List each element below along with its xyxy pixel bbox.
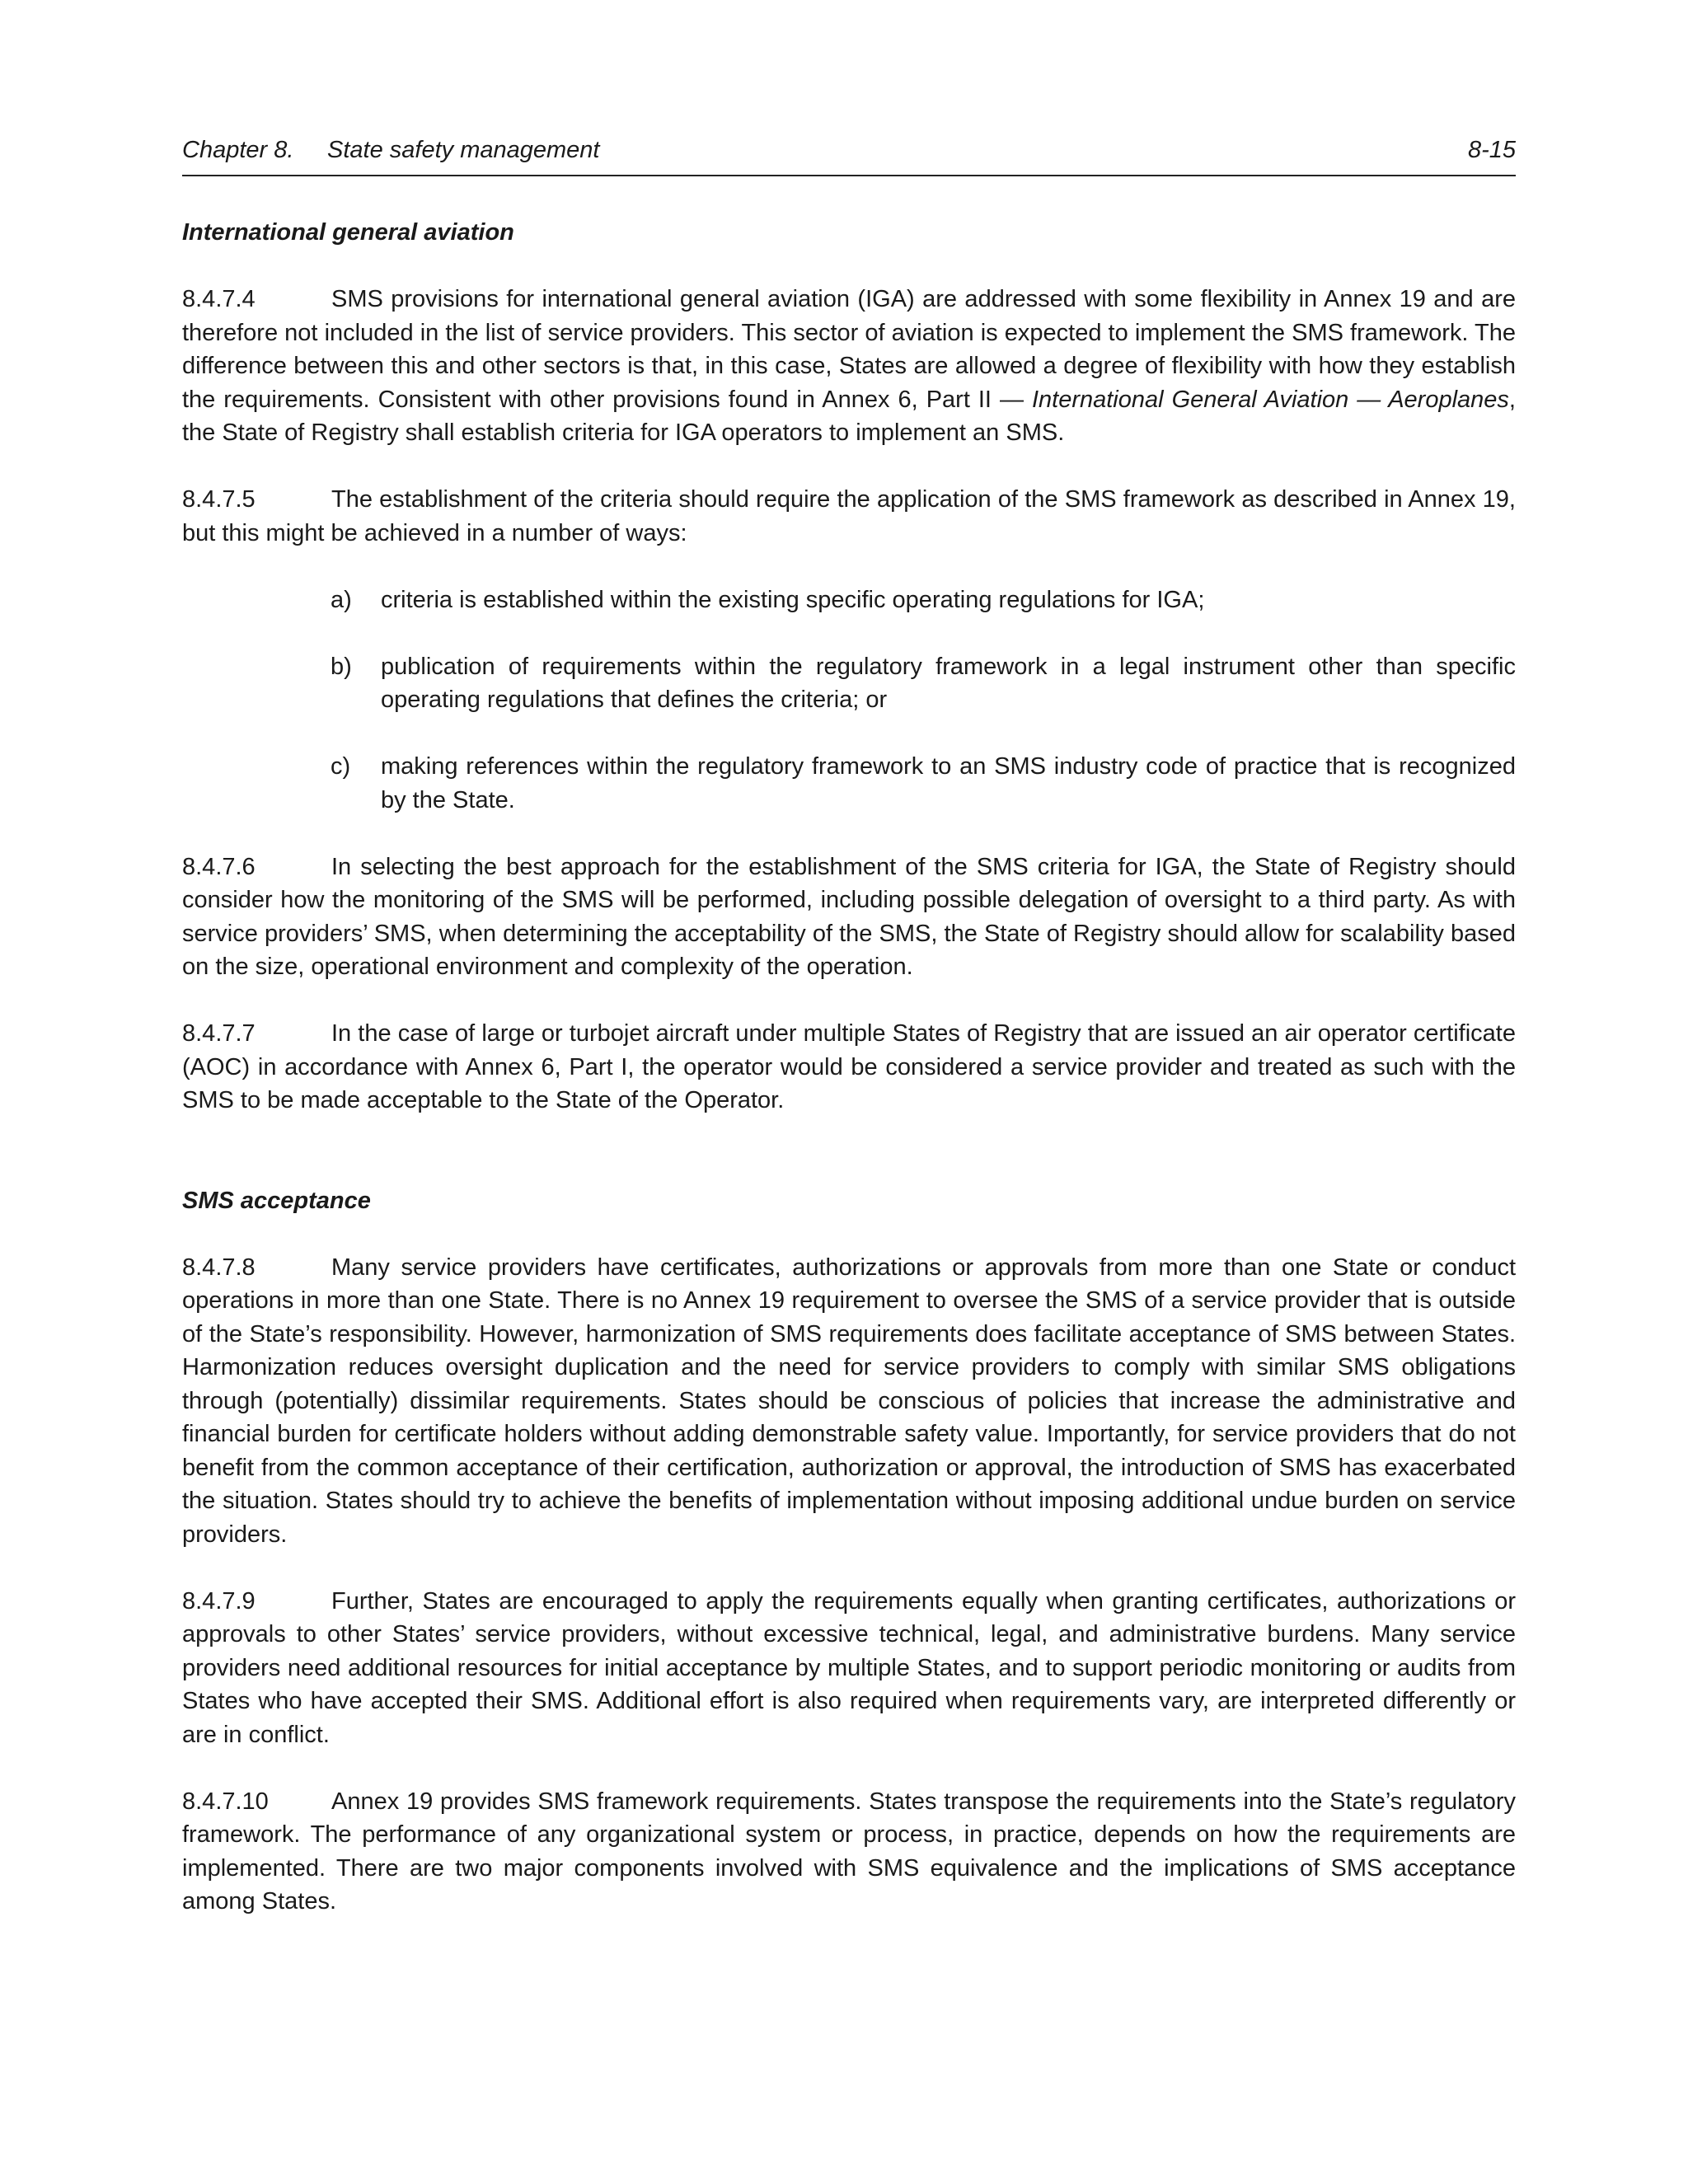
list-item bbox=[331, 650, 1516, 717]
paragraph-text: The establishment of the criteria should require the application of the SMS framework as described in Annex 19, but this might be achieved in a number of ways: bbox=[182, 486, 1516, 546]
document-body bbox=[182, 216, 1516, 1919]
chapter-title: State safety management bbox=[327, 137, 600, 163]
chapter-number: Chapter 8. bbox=[182, 137, 294, 163]
paragraph-text-italic: International General Aviation — Aeroplanes bbox=[1031, 386, 1509, 413]
paragraph-8-4-7-9 bbox=[182, 1585, 1516, 1752]
paragraph-number: 8.4.7.6 bbox=[182, 853, 256, 880]
paragraph-8-4-7-7 bbox=[182, 1017, 1516, 1118]
paragraph-number: 8.4.7.10 bbox=[182, 1788, 269, 1815]
paragraph-text: Further, States are encouraged to apply the requirements equally when granting certificates, authorizations or approvals to other States’ service providers, without excessive technical, legal, and administrative burdens. Many service providers need additional resources for initial acceptance by multiple States, and to support periodic monitoring or audits from States who have accepted their SMS. Additional effort is also required when requirements vary, are interpreted differently or are in conflict. bbox=[182, 1587, 1516, 1748]
paragraph-8-4-7-8 bbox=[182, 1251, 1516, 1552]
list-item-text: making references within the regulatory framework to an SMS industry code of practice that is recognized by the State. bbox=[381, 753, 1516, 813]
document-page bbox=[182, 0, 1516, 2184]
paragraph-text: Many service providers have certificates, authorizations or approvals from more than one State or conduct operations in more than one State. There is no Annex 19 requirement to oversee the SMS of a service provider that is outside of the State’s responsibility. However, harmonization of SMS requirements does facilitate acceptance of SMS between States. Harmonization reduces oversight duplication and the need for service providers to comply with similar SMS obligations through (potentially) dissimilar requirements. States should be conscious of policies that increase the administrative and financial burden for certificate holders without adding demonstrable safety value. Importantly, for service providers that do not benefit from the common acceptance of their certification, authorization or approval, the introduction of SMS has exacerbated the situation. States should try to achieve the benefits of implementation without imposing additional undue burden on service providers. bbox=[182, 1254, 1516, 1548]
paragraph-number: 8.4.7.7 bbox=[182, 1020, 256, 1047]
criteria-list bbox=[182, 583, 1516, 818]
paragraph-number: 8.4.7.4 bbox=[182, 286, 256, 312]
paragraph-8-4-7-5 bbox=[182, 483, 1516, 550]
paragraph-number: 8.4.7.5 bbox=[182, 486, 256, 513]
paragraph-text: In the case of large or turbojet aircraft under multiple States of Registry that are issued an air operator certificate (AOC) in accordance with Annex 6, Part I, the operator would be considered a service provider and treated as such with the SMS to be made acceptable to the State of the Operator. bbox=[182, 1020, 1516, 1113]
paragraph-number: 8.4.7.9 bbox=[182, 1587, 256, 1615]
section-heading-iga: International general aviation bbox=[182, 219, 514, 246]
paragraph-text: In selecting the best approach for the establishment of the SMS criteria for IGA, the State of Registry should consider how the monitoring of the SMS will be performed, including possible delegation of oversight to a third party. As with service providers’ SMS, when determining the acceptability of the SMS, the State of Registry should allow for scalability based on the size, operational environment and complexity of the operation. bbox=[182, 853, 1516, 980]
paragraph-8-4-7-4 bbox=[182, 283, 1516, 450]
section-heading-sms-acceptance: SMS acceptance bbox=[182, 1187, 371, 1214]
paragraph-8-4-7-10 bbox=[182, 1785, 1516, 1919]
page-number: 8-15 bbox=[1467, 137, 1516, 163]
chapter-heading bbox=[182, 132, 599, 168]
list-marker: c) bbox=[331, 753, 351, 780]
list-item bbox=[331, 583, 1516, 617]
paragraph-text: SMS provisions for international general aviation (IGA) are addressed with some flexibility in Annex 19 and are therefore not included in the list of service providers. This sector of aviation is expected to implement the SMS framework. The difference between this and other sectors is that, in this case, States are allowed a degree of flexibility with how they establish the requirements. Consistent with other provisions found in Annex 6, Part II — bbox=[182, 286, 1516, 413]
paragraph-8-4-7-6 bbox=[182, 851, 1516, 984]
list-item-text: criteria is established within the existing specific operating regulations for IGA; bbox=[381, 586, 1205, 613]
paragraph-text: , the State of Registry shall establish criteria for IGA operators to implement an SMS. bbox=[182, 386, 1516, 446]
list-item bbox=[331, 750, 1516, 817]
running-header bbox=[182, 132, 1516, 176]
list-marker: b) bbox=[331, 653, 352, 680]
list-marker: a) bbox=[331, 586, 352, 613]
list-item-text: publication of requirements within the regulatory framework in a legal instrument other than specific operating regulations that defines the criteria; or bbox=[381, 653, 1516, 713]
paragraph-text: Annex 19 provides SMS framework requirements. States transpose the requirements into the State’s regulatory framework. The performance of any organizational system or process, in practice, depends on how the requirements are implemented. There are two major components involved with SMS equivalence and the implications of SMS acceptance among States. bbox=[182, 1788, 1516, 1915]
paragraph-number: 8.4.7.8 bbox=[182, 1254, 256, 1281]
